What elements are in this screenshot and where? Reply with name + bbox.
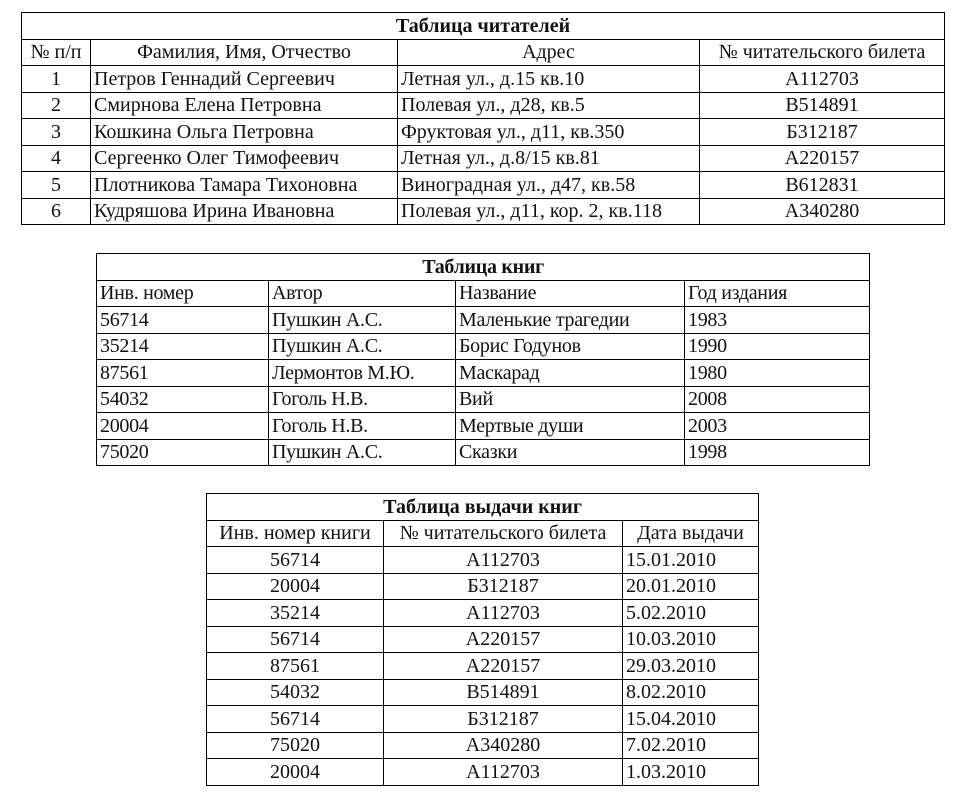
cell-address: Виноградная ул., д47, кв.58 (398, 172, 700, 199)
table-row (207, 679, 759, 706)
cell-full-name: Сергеенко Олег Тимофеевич (91, 145, 398, 172)
cell-author: Пушкин А.С. (269, 307, 456, 334)
cell-year: 1983 (685, 307, 870, 334)
cell-book-inventory-number: 87561 (207, 653, 384, 680)
column-header-issue-date: Дата выдачи (623, 520, 759, 547)
table-row (207, 573, 759, 600)
cell-book-inventory-number: 56714 (207, 706, 384, 733)
cell-book-inventory-number: 35214 (207, 600, 384, 627)
cell-card-number: А220157 (384, 626, 623, 653)
cell-title: Сказки (456, 439, 685, 466)
readers-table (21, 12, 945, 225)
cell-year: 1998 (685, 439, 870, 466)
cell-issue-date: 15.04.2010 (623, 706, 759, 733)
table-row (97, 413, 870, 440)
cell-inventory-number: 54032 (97, 386, 269, 413)
column-header-full-name: Фамилия, Имя, Отчество (91, 39, 398, 66)
table-row (22, 198, 945, 225)
cell-author: Лермонтов М.Ю. (269, 360, 456, 387)
cell-book-inventory-number: 20004 (207, 759, 384, 786)
table-row (207, 626, 759, 653)
cell-inventory-number: 75020 (97, 439, 269, 466)
cell-year: 1980 (685, 360, 870, 387)
cell-address: Фруктовая ул., д11, кв.350 (398, 119, 700, 146)
cell-book-inventory-number: 54032 (207, 679, 384, 706)
books-table (96, 253, 870, 466)
cell-author: Пушкин А.С. (269, 439, 456, 466)
issues-table-header-row (207, 520, 759, 547)
cell-full-name: Смирнова Елена Петровна (91, 92, 398, 119)
readers-table-title: Таблица читателей (22, 13, 945, 40)
cell-card-number: В612831 (700, 172, 945, 199)
column-header-inventory-number: Инв. номер (97, 280, 269, 307)
cell-author: Гоголь Н.В. (269, 413, 456, 440)
cell-title: Маскарад (456, 360, 685, 387)
cell-title: Мертвые души (456, 413, 685, 440)
table-row (22, 145, 945, 172)
cell-number: 1 (22, 66, 91, 93)
table-row (207, 653, 759, 680)
cell-title: Вий (456, 386, 685, 413)
cell-issue-date: 5.02.2010 (623, 600, 759, 627)
column-header-title: Название (456, 280, 685, 307)
cell-full-name: Петров Геннадий Сергеевич (91, 66, 398, 93)
table-row (22, 66, 945, 93)
books-table-caption-row (97, 254, 870, 281)
cell-issue-date: 20.01.2010 (623, 573, 759, 600)
cell-card-number: А112703 (384, 547, 623, 574)
issues-table-caption-row (207, 494, 759, 521)
cell-address: Летная ул., д.8/15 кв.81 (398, 145, 700, 172)
cell-year: 2008 (685, 386, 870, 413)
cell-number: 4 (22, 145, 91, 172)
cell-card-number: В514891 (384, 679, 623, 706)
cell-full-name: Кудряшова Ирина Ивановна (91, 198, 398, 225)
table-row (97, 386, 870, 413)
cell-card-number: А340280 (700, 198, 945, 225)
column-header-author: Автор (269, 280, 456, 307)
cell-year: 1990 (685, 333, 870, 360)
cell-book-inventory-number: 20004 (207, 573, 384, 600)
table-row (22, 92, 945, 119)
column-header-year: Год издания (685, 280, 870, 307)
cell-card-number: А220157 (700, 145, 945, 172)
table-row (97, 307, 870, 334)
cell-card-number: А220157 (384, 653, 623, 680)
issues-table (206, 493, 759, 786)
cell-year: 2003 (685, 413, 870, 440)
cell-issue-date: 8.02.2010 (623, 679, 759, 706)
cell-author: Пушкин А.С. (269, 333, 456, 360)
readers-table-header-row (22, 39, 945, 66)
cell-address: Полевая ул., д28, кв.5 (398, 92, 700, 119)
table-row (207, 732, 759, 759)
table-row (207, 706, 759, 733)
table-row (97, 360, 870, 387)
cell-inventory-number: 56714 (97, 307, 269, 334)
cell-card-number: Б312187 (384, 706, 623, 733)
cell-number: 2 (22, 92, 91, 119)
table-row (207, 547, 759, 574)
cell-inventory-number: 35214 (97, 333, 269, 360)
cell-issue-date: 10.03.2010 (623, 626, 759, 653)
cell-card-number: А112703 (700, 66, 945, 93)
cell-address: Полевая ул., д11, кор. 2, кв.118 (398, 198, 700, 225)
cell-card-number: А112703 (384, 600, 623, 627)
column-header-card-number: № читательского билета (700, 39, 945, 66)
cell-number: 5 (22, 172, 91, 199)
table-row (97, 333, 870, 360)
cell-inventory-number: 20004 (97, 413, 269, 440)
cell-number: 3 (22, 119, 91, 146)
cell-card-number: А112703 (384, 759, 623, 786)
cell-author: Гоголь Н.В. (269, 386, 456, 413)
column-header-book-inventory-number: Инв. номер книги (207, 520, 384, 547)
cell-issue-date: 29.03.2010 (623, 653, 759, 680)
cell-inventory-number: 87561 (97, 360, 269, 387)
books-table-header-row (97, 280, 870, 307)
books-table-title: Таблица книг (97, 254, 870, 281)
cell-address: Летная ул., д.15 кв.10 (398, 66, 700, 93)
cell-full-name: Плотникова Тамара Тихоновна (91, 172, 398, 199)
cell-title: Борис Годунов (456, 333, 685, 360)
cell-title: Маленькие трагедии (456, 307, 685, 334)
cell-number: 6 (22, 198, 91, 225)
cell-card-number: Б312187 (700, 119, 945, 146)
cell-full-name: Кошкина Ольга Петровна (91, 119, 398, 146)
cell-issue-date: 15.01.2010 (623, 547, 759, 574)
table-row (97, 439, 870, 466)
cell-card-number: В514891 (700, 92, 945, 119)
table-row (22, 172, 945, 199)
column-header-address: Адрес (398, 39, 700, 66)
cell-issue-date: 7.02.2010 (623, 732, 759, 759)
cell-book-inventory-number: 56714 (207, 626, 384, 653)
table-row (207, 759, 759, 786)
column-header-card-number: № читательского билета (384, 520, 623, 547)
cell-card-number: А340280 (384, 732, 623, 759)
issues-table-title: Таблица выдачи книг (207, 494, 759, 521)
table-row (207, 600, 759, 627)
cell-book-inventory-number: 75020 (207, 732, 384, 759)
column-header-number: № п/п (22, 39, 91, 66)
cell-book-inventory-number: 56714 (207, 547, 384, 574)
cell-card-number: Б312187 (384, 573, 623, 600)
cell-issue-date: 1.03.2010 (623, 759, 759, 786)
readers-table-caption-row (22, 13, 945, 40)
table-row (22, 119, 945, 146)
